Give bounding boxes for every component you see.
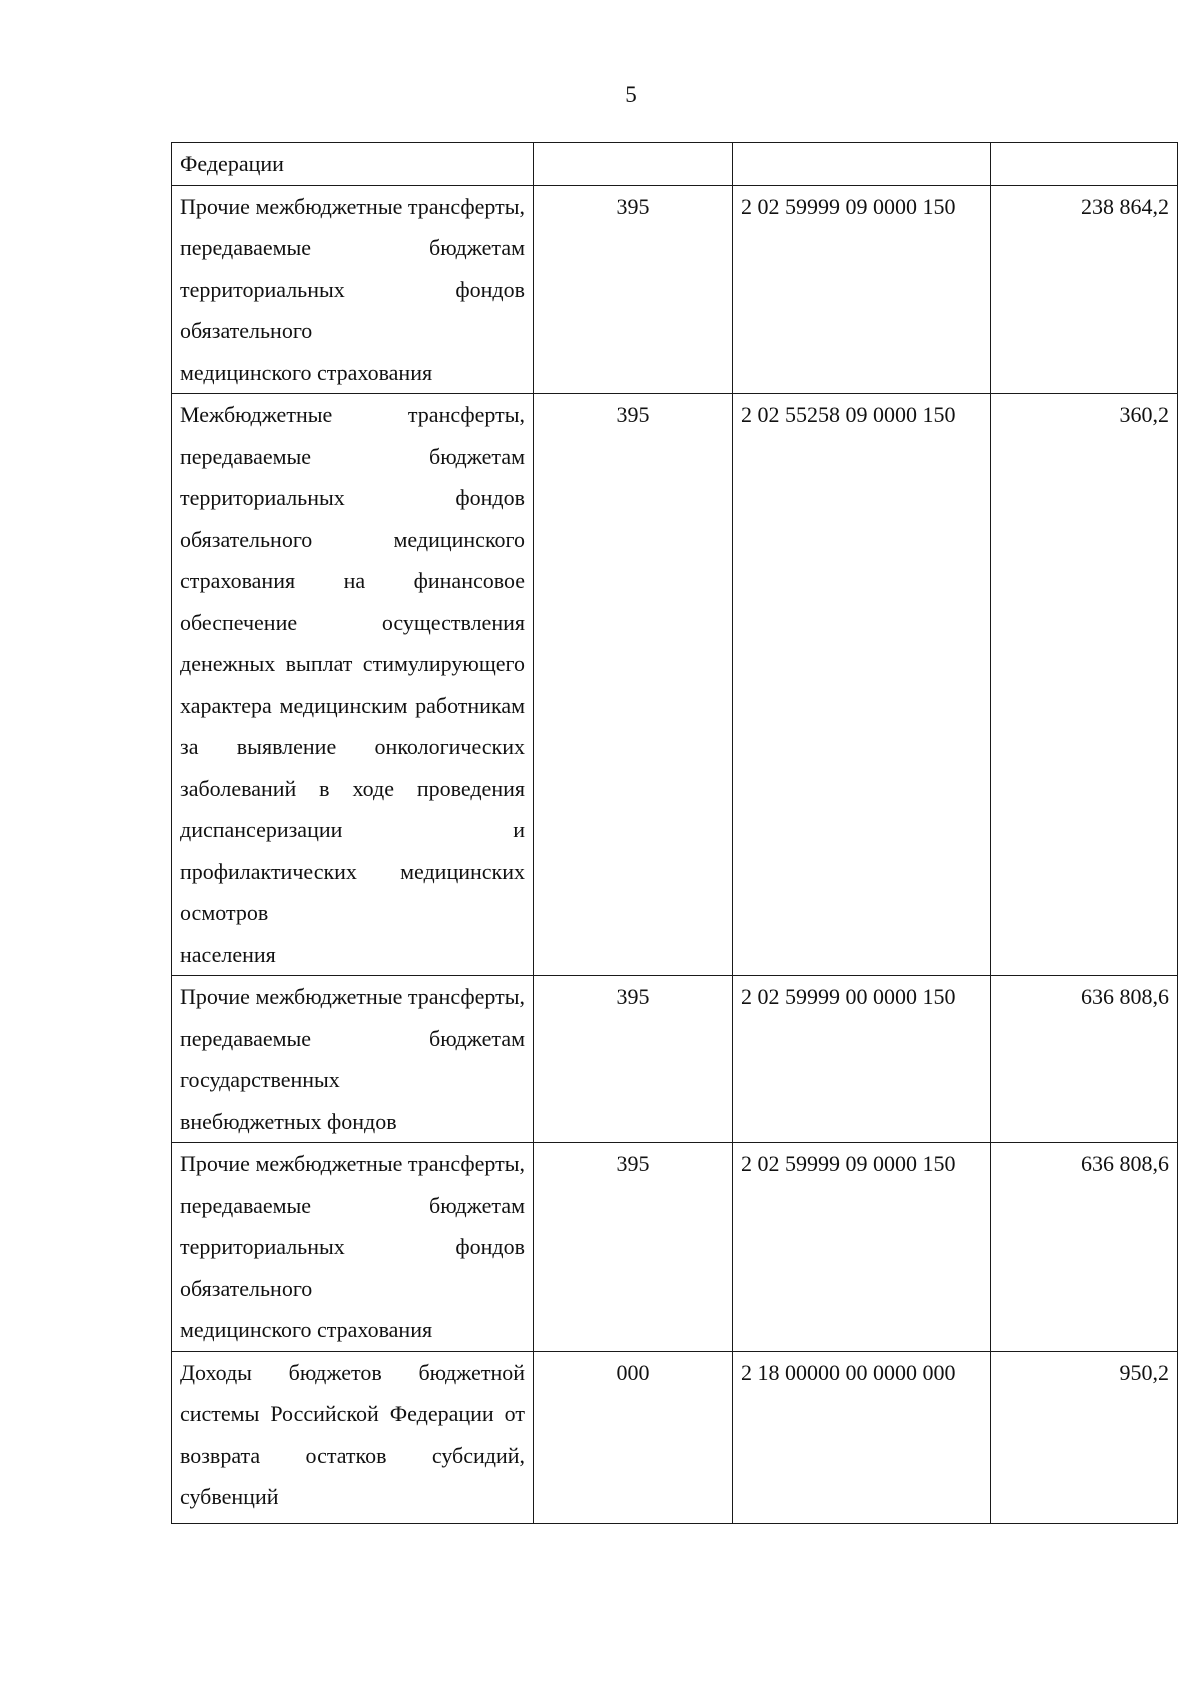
budget-classification-code-cell: 2 02 59999 09 0000 150	[733, 1143, 991, 1352]
revenue-name-text: Прочие межбюджетные трансферты, передаваемые бюджетам государственных	[180, 984, 525, 1092]
budget-classification-code-cell: 2 18 00000 00 0000 000	[733, 1351, 991, 1523]
administrator-code-cell: 395	[534, 1143, 733, 1352]
amount-cell: 238 864,2	[991, 185, 1178, 394]
revenue-name-text: Межбюджетные трансферты, передаваемые бюджетам территориальных фондов обязательного медицинского страхования на финансовое обеспечение осуществления денежных выплат стимулирующего характера медицинским работникам за выявление онкологических заболеваний в ходе проведения диспансеризации и профилактических медицинских осмотров	[180, 402, 525, 925]
revenue-name-cell	[172, 394, 534, 976]
amount-cell: 360,2	[991, 394, 1178, 976]
revenue-name-last-line: медицинского страхования	[180, 359, 433, 385]
revenue-name-cell: Федерации	[172, 143, 534, 186]
revenue-name-last-line: населения	[180, 941, 276, 967]
table-row	[172, 185, 1178, 394]
budget-classification-code-cell	[733, 143, 991, 186]
table-row	[172, 1143, 1178, 1352]
budget-classification-code-cell: 2 02 55258 09 0000 150	[733, 394, 991, 976]
revenue-name-text: Прочие межбюджетные трансферты, передаваемые бюджетам территориальных фондов обязательного	[180, 193, 525, 343]
amount-cell: 636 808,6	[991, 976, 1178, 1143]
administrator-code-cell	[534, 143, 733, 186]
amount-cell: 950,2	[991, 1351, 1178, 1523]
budget-classification-code-cell: 2 02 59999 00 0000 150	[733, 976, 991, 1143]
revenue-name-cell	[172, 976, 534, 1143]
revenue-table	[171, 142, 1178, 1524]
revenue-name-text: Прочие межбюджетные трансферты, передаваемые бюджетам территориальных фондов обязательного	[180, 1151, 525, 1301]
amount-cell	[991, 143, 1178, 186]
administrator-code-cell: 395	[534, 976, 733, 1143]
administrator-code-cell: 000	[534, 1351, 733, 1523]
table-row	[172, 1351, 1178, 1523]
revenue-name-cell	[172, 1143, 534, 1352]
administrator-code-cell: 395	[534, 394, 733, 976]
page-number: 5	[625, 82, 637, 107]
revenue-name-cell	[172, 185, 534, 394]
administrator-code-cell: 395	[534, 185, 733, 394]
revenue-name-last-line: медицинского страхования	[180, 1317, 433, 1342]
table-row	[172, 394, 1178, 976]
table-row	[172, 143, 1178, 186]
revenue-name-last-line: внебюджетных фондов	[180, 1108, 397, 1134]
table-row	[172, 976, 1178, 1143]
revenue-name-cell: Доходы бюджетов бюджетной системы Российской Федерации от возврата остатков субсидий, субвенций	[172, 1351, 534, 1523]
budget-classification-code-cell: 2 02 59999 09 0000 150	[733, 185, 991, 394]
amount-cell: 636 808,6	[991, 1143, 1178, 1352]
